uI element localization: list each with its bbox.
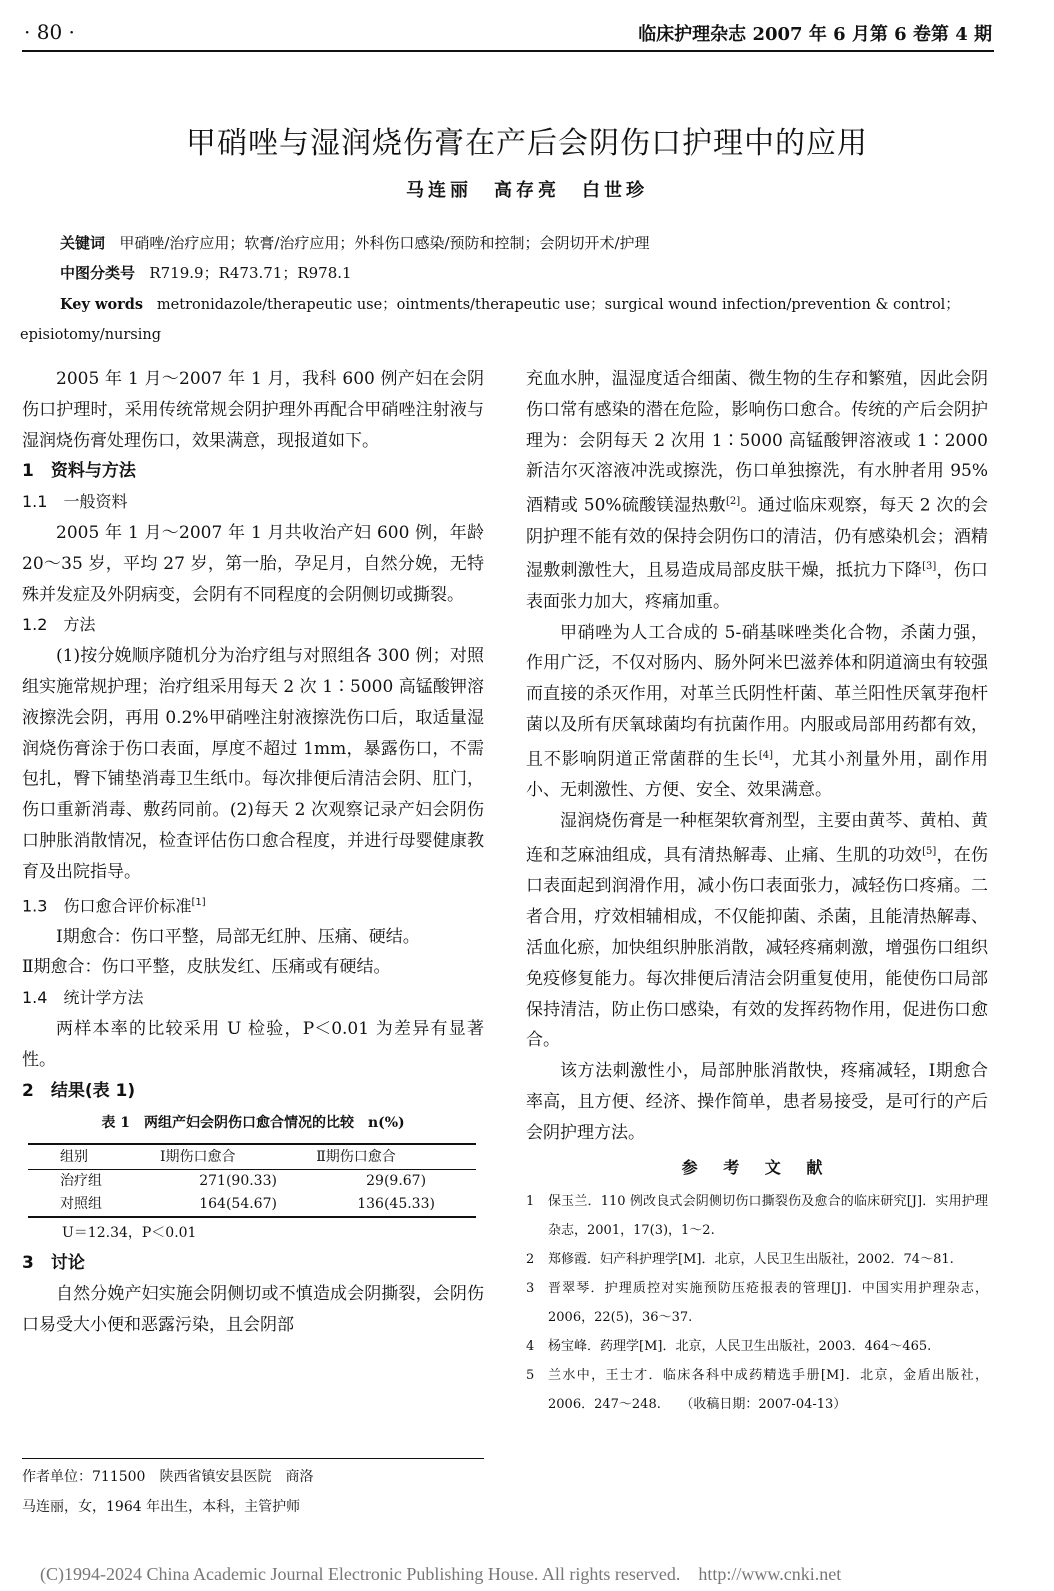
affiliation-line-2: 马连丽，女，1964 年出生，本科，主管护师 bbox=[22, 1499, 301, 1515]
section-heading-1-2: 1.2 方法 bbox=[22, 615, 96, 635]
header-rule bbox=[22, 50, 994, 52]
english-keywords bbox=[20, 290, 992, 350]
section-heading-1: 1 资料与方法 bbox=[22, 461, 136, 482]
table-cell: 29(9.67) bbox=[366, 1173, 427, 1190]
section-heading-1-3 bbox=[22, 888, 484, 922]
affiliation-line-1: 作者单位：711500 陕西省镇安县医院 商洛 bbox=[22, 1469, 314, 1485]
english-keywords-text: metronidazole/therapeutic use；ointments/therapeutic use；surgical wound infection/prevention & control；episiotomy/nursing bbox=[20, 297, 960, 343]
citation-2: [2] bbox=[726, 496, 741, 508]
table-header-group: 组别 bbox=[28, 1144, 160, 1170]
discussion-text-c: ，伤口表面张力加大，疼痛加重。 bbox=[526, 561, 989, 612]
reference-item bbox=[526, 1332, 988, 1361]
keywords-label: 关键词 bbox=[60, 234, 106, 252]
section-heading-3: 3 讨论 bbox=[22, 1253, 85, 1274]
classification-text: R719.9；R473.71；R978.1 bbox=[149, 264, 352, 282]
method-paragraph: (1)按分娩顺序随机分为治疗组与对照组各 300 例；对照组实施常规护理；治疗组采用每天 2 次 1∶5000 高锰酸钾溶液擦洗会阴，再用 0.2%甲硝唑注射液擦洗伤口后，取适量湿润烧伤膏涂于伤口表面，厚度不超过 1mm，暴露伤口，不需包扎，臀下铺垫消毒卫生纸巾。每次排便后清洁会阴、肛门，伤口重新消毒、敷药同前。(2)每天 2 次观察记录产妇会阴伤口肿胀消散情况，检查评估伤口愈合程度，并进行母婴健康教育及出院指导。 bbox=[22, 646, 484, 882]
table-header-stage-1: Ⅰ期伤口愈合 bbox=[160, 1144, 316, 1170]
reference-item bbox=[526, 1274, 988, 1332]
table-cell: 136(45.33) bbox=[316, 1193, 476, 1217]
reference-text: 保玉兰．110 例改良式会阴侧切伤口撕裂伤及愈合的临床研究[J]．实用护理杂志，2001，17(3)，1～2. bbox=[548, 1194, 988, 1239]
section-heading-2: 2 结果(表 1) bbox=[22, 1080, 136, 1101]
discussion-text-a: 充血水肿，温湿度适合细菌、微生物的生存和繁殖，因此会阴伤口常有感染的潜在危险，影响伤口愈合。传统的产后会阴护理为：会阴每天 2 次用 1∶5000 高锰酸钾溶液或 1∶2000 新洁尔灭溶液冲洗或擦洗，伤口单独擦洗，有水肿者用 95%酒精或 50%硫酸镁湿热敷 bbox=[526, 369, 988, 516]
reference-text: 晋翠琴．护理质控对实施预防压疮报表的管理[J]．中国实用护理杂志，2006，22(5)，36～37. bbox=[548, 1281, 988, 1326]
results-table bbox=[28, 1143, 476, 1218]
reference-number: 5 bbox=[526, 1368, 535, 1384]
metronidazole-text-a: 甲硝唑为人工合成的 5-硝基咪唑类化合物，杀菌力强，作用广泛，不仅对肠内、肠外阿米巴滋养体和阴道滴虫有较强而直接的杀灭作用，对革兰氏阴性杆菌、革兰阳性厌氧芽孢杆菌以及所有厌氧球菌均有抗菌作用。内服或局部用药都有效，且不影响阴道正常菌群的生长 bbox=[526, 622, 988, 770]
discussion-paragraph: 自然分娩产妇实施会阴侧切或不慎造成会阴撕裂，会阴伤口易受大小便和恶露污染，且会阴部 bbox=[22, 1284, 484, 1335]
table-cell: 对照组 bbox=[28, 1193, 160, 1217]
ointment-paragraph bbox=[526, 806, 988, 1056]
table-cell: 治疗组 bbox=[60, 1173, 102, 1190]
metronidazole-paragraph bbox=[526, 618, 988, 806]
discussion-continued bbox=[526, 364, 988, 618]
table-cell: 271(90.33) bbox=[199, 1173, 277, 1190]
copyright-footer: (C)1994-2024 China Academic Journal Electronic Publishing House. All rights reserved. http://www.cnki.net bbox=[40, 1564, 842, 1584]
article-title: 甲硝唑与湿润烧伤膏在产后会阴伤口护理中的应用 bbox=[186, 126, 868, 161]
classification bbox=[60, 262, 352, 283]
keywords-text: 甲硝唑/治疗应用；软膏/治疗应用；外科伤口感染/预防和控制；会阴切开术/护理 bbox=[119, 234, 650, 252]
ointment-text-b: ，在伤口表面起到润滑作用，减小伤口表面张力，减轻伤口疼痛。二者合用，疗效相辅相成，不仅能抑菌、杀菌，且能清热解毒、活血化瘀，加快组织肿胀消散，减轻疼痛刺激，增强伤口组织免疫修复能力。每次排便后清洁会阴重复使用，能使伤口局部保持清洁，防止伤口感染，有效的发挥药物作用，促进伤口愈合。 bbox=[526, 845, 989, 1051]
table-note: U＝12.34，P＜0.01 bbox=[62, 1225, 197, 1242]
table-header-stage-2: Ⅱ期伤口愈合 bbox=[316, 1144, 476, 1170]
conclusion-paragraph: 该方法刺激性小，局部肿胀消散快，疼痛减轻，Ⅰ期愈合率高，且方便、经济、操作简单，患者易接受，是可行的产后会阴护理方法。 bbox=[526, 1061, 988, 1143]
affiliation-rule bbox=[22, 1458, 484, 1459]
right-column bbox=[526, 364, 988, 1419]
metronidazole-text-b: ，尤其小剂量外用，副作用小、无刺激性、方便、安全、效果满意。 bbox=[526, 749, 989, 801]
keywords bbox=[60, 232, 650, 253]
table-header-row bbox=[28, 1144, 476, 1170]
left-column bbox=[22, 364, 484, 1341]
reference-number: 3 bbox=[526, 1281, 535, 1297]
table-row bbox=[28, 1170, 476, 1194]
reference-item bbox=[526, 1361, 988, 1419]
journal-header: 临床护理杂志 2007 年 6 月第 6 卷第 4 期 bbox=[638, 24, 992, 45]
reference-text: 郑修霞．妇产科护理学[M]．北京，人民卫生出版社，2002．74～81. bbox=[548, 1252, 954, 1268]
table-caption: 表 1 两组产妇会阴伤口愈合情况的比较 n(%) bbox=[101, 1115, 405, 1132]
reference-number: 4 bbox=[526, 1339, 535, 1355]
section-heading-1-1: 1.1 一般资料 bbox=[22, 492, 128, 512]
table-cell: 164(54.67) bbox=[160, 1193, 316, 1217]
reference-item bbox=[526, 1245, 988, 1274]
citation-1: [1] bbox=[191, 896, 206, 908]
reference-text: 杨宝峰．药理学[M]．北京，人民卫生出版社，2003．464～465. bbox=[548, 1339, 932, 1355]
english-keywords-label: Key words bbox=[60, 296, 144, 313]
citation-5: [5] bbox=[922, 845, 937, 857]
criteria-stage-1: Ⅰ期愈合：伤口平整，局部无红肿、压痛、硬结。 bbox=[56, 926, 420, 947]
criteria-stage-2: Ⅱ期愈合：伤口平整，皮肤发红、压痛或有硬结。 bbox=[22, 957, 391, 978]
author-affiliation bbox=[22, 1462, 502, 1522]
reference-number: 1 bbox=[526, 1194, 535, 1210]
citation-4: [4] bbox=[758, 749, 774, 761]
citation-3: [3] bbox=[922, 561, 937, 573]
classification-label: 中图分类号 bbox=[60, 264, 136, 282]
reference-item bbox=[526, 1187, 988, 1245]
discussion-text-b: 。通过临床观察，每天 2 次的会阴护理不能有效的保持会阴伤口的清洁，仍有感染机会；酒精湿敷刺激性大，且易造成局部皮肤干燥，抵抗力下降 bbox=[526, 495, 988, 582]
ointment-text-a: 湿润烧伤膏是一种框架软膏剂型，主要由黄芩、黄柏、黄连和芝麻油组成，具有清热解毒、止痛、生肌的功效 bbox=[526, 811, 988, 866]
table-row bbox=[28, 1193, 476, 1217]
section-heading-1-3-text: 1.3 伤口愈合评价标准 bbox=[22, 895, 192, 915]
intro-paragraph: 2005 年 1 月～2007 年 1 月，我科 600 例产妇在会阴伤口护理时，采用传统常规会阴护理外再配合甲硝唑注射液与湿润烧伤膏处理伤口，效果满意，现报道如下。 bbox=[22, 369, 484, 451]
reference-number: 2 bbox=[526, 1252, 535, 1268]
author-list: 马连丽 高存亮 白世珍 bbox=[406, 180, 648, 201]
general-data-paragraph: 2005 年 1 月～2007 年 1 月共收治产妇 600 例，年龄 20～35 岁，平均 27 岁，第一胎，孕足月，自然分娩，无特殊并发症及外阴病变，会阴有不同程度的会阴侧切或撕裂。 bbox=[22, 522, 484, 605]
page-number: · 80 · bbox=[24, 20, 75, 44]
reference-text: 兰水中，王士才．临床各科中成药精选手册[M]．北京，金盾出版社，2006．247～248. （收稿日期：2007-04-13） bbox=[548, 1368, 988, 1413]
references-heading: 参 考 文 献 bbox=[681, 1157, 833, 1177]
section-heading-1-4: 1.4 统计学方法 bbox=[22, 988, 144, 1008]
statistics-paragraph: 两样本率的比较采用 U 检验，P＜0.01 为差异有显著性。 bbox=[22, 1019, 484, 1070]
